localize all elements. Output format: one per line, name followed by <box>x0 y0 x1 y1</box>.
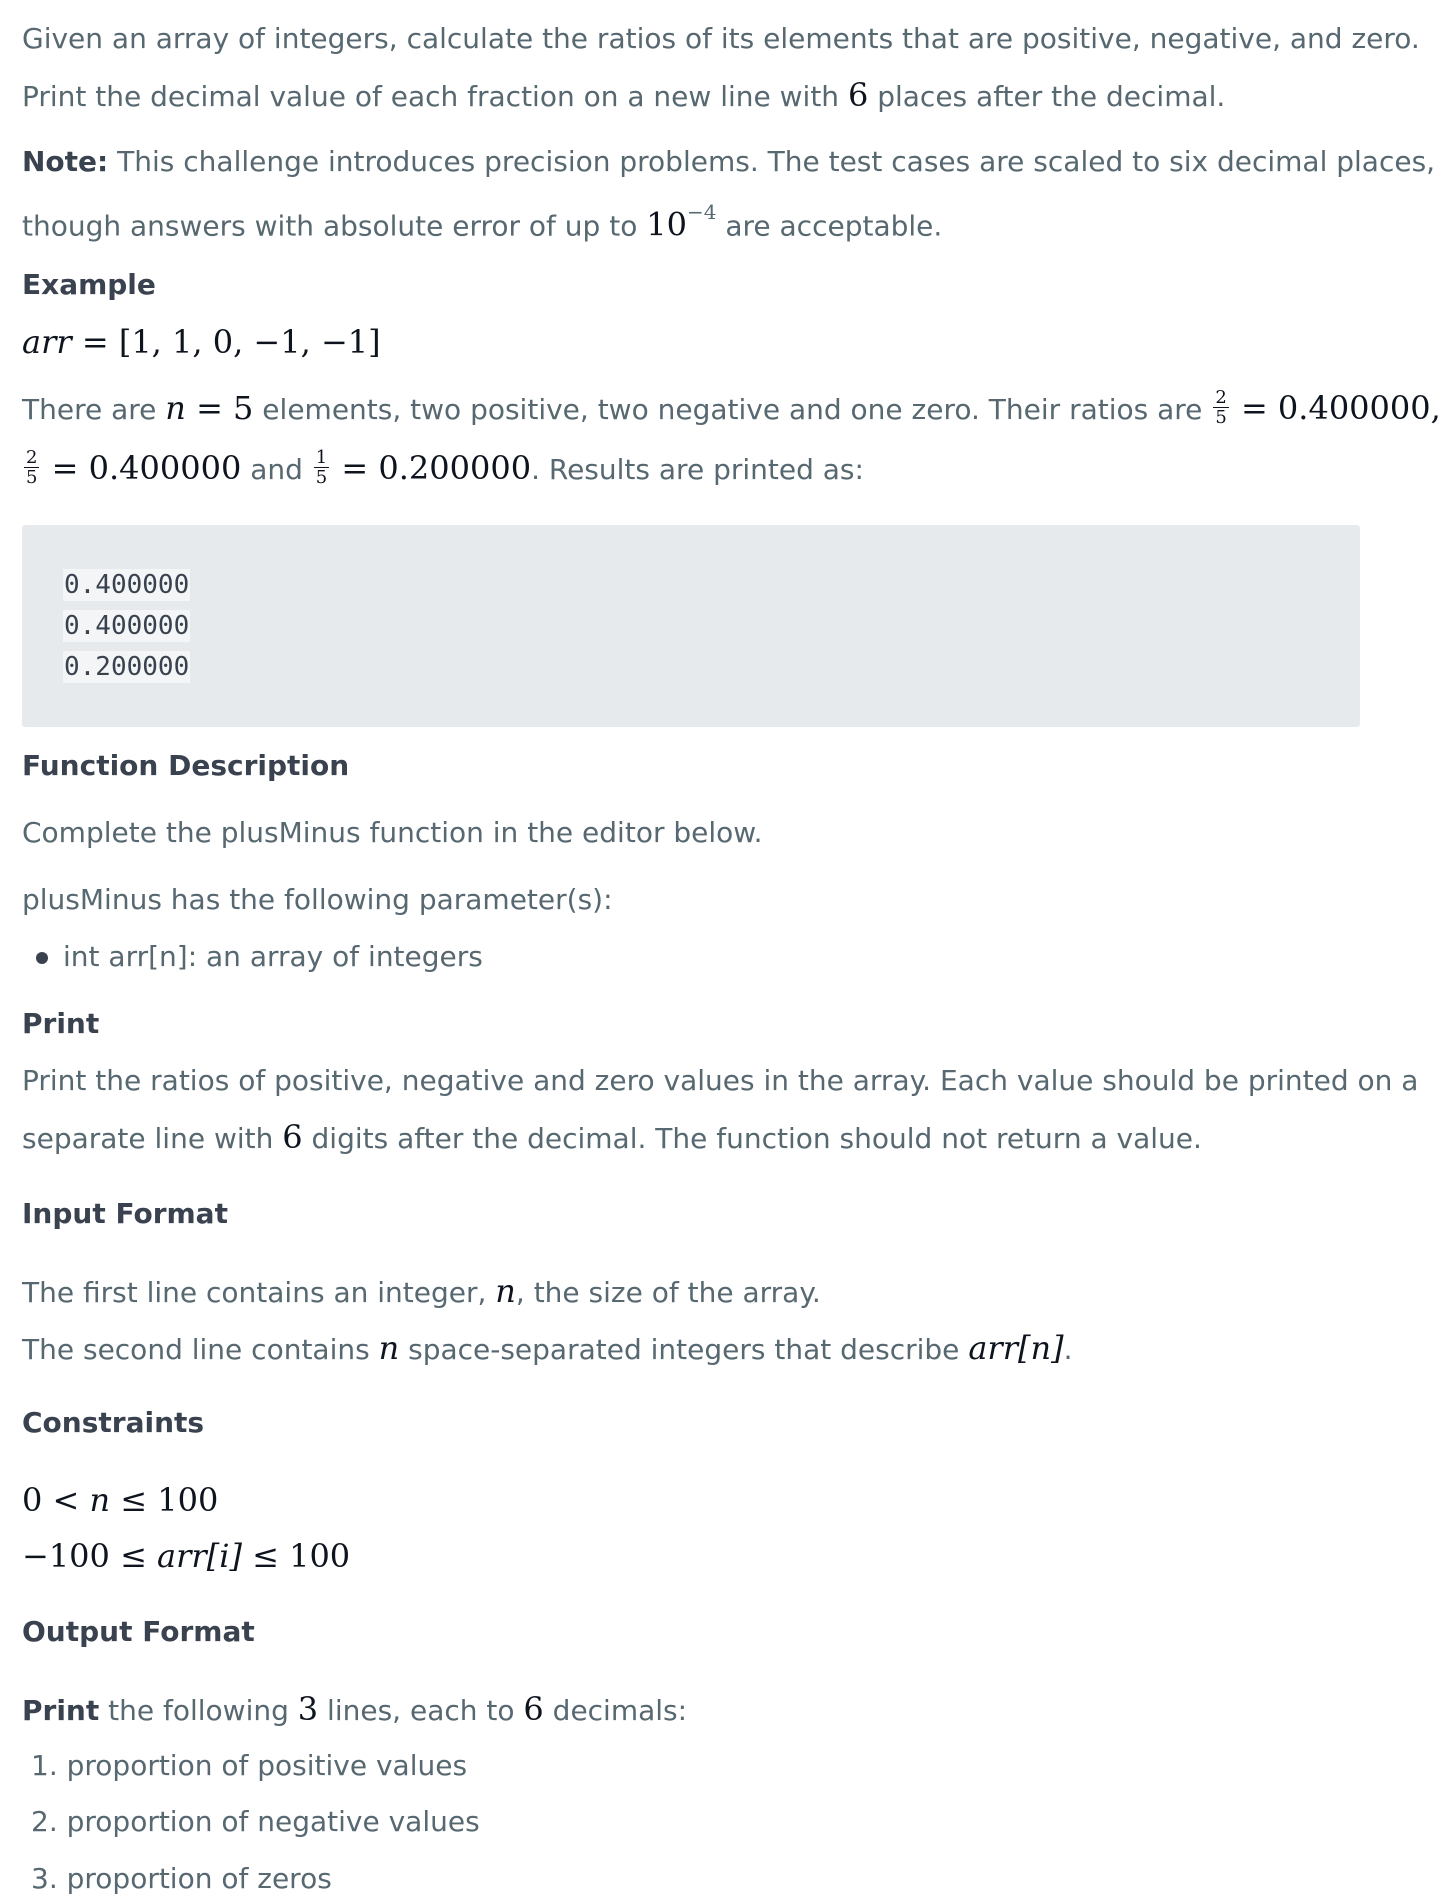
intro-line-2-text-a: Print the decimal value of each fraction on a new line with <box>22 80 848 113</box>
arr-value: [1, 1, 0, −1, −1] <box>118 323 381 361</box>
input-format-line-1 <box>22 1271 821 1313</box>
n-equals: = 5 <box>185 389 254 427</box>
output-print-label: Print <box>22 1694 100 1727</box>
output-line-1: 0.400000 <box>64 570 190 600</box>
output-line-count: 3 <box>297 1690 319 1728</box>
input-line-2-text-c: . <box>1063 1333 1073 1366</box>
output-line-text-b: lines, each to <box>318 1694 524 1727</box>
function-description-line-1: Complete the plusMinus function in the editor below. <box>22 816 763 849</box>
example-description-line-1 <box>22 388 1441 431</box>
example-output-code-block <box>22 525 1360 727</box>
print-line-2 <box>22 1117 1202 1159</box>
function-description-heading: Function Description <box>22 749 350 782</box>
output-line-text-c: decimals: <box>543 1694 688 1727</box>
error-base: 10 <box>646 205 687 244</box>
intro-line-1: Given an array of integers, calculate the ratios of its elements that are positive, negative, and zero. <box>22 22 1420 55</box>
print-line-2-text-a: separate line with <box>22 1122 283 1155</box>
example-desc-c: . Results are printed as: <box>531 453 864 486</box>
output-item-3: 3. proportion of zeros <box>31 1862 332 1895</box>
output-format-line <box>22 1689 687 1731</box>
print-heading: Print <box>22 1007 100 1040</box>
note-line-1-text: This challenge introduces precision problems. The test cases are scaled to six decimal places, <box>108 145 1436 178</box>
output-format-heading: Output Format <box>22 1615 255 1648</box>
input-n-variable: n <box>495 1272 516 1310</box>
ratio-value-1: = 0.400000, <box>1230 389 1441 427</box>
input-line-2-text-a: The second line contains <box>22 1333 379 1366</box>
constraint-1 <box>22 1480 218 1522</box>
print-line-2-text-b: digits after the decimal. The function should not return a value. <box>302 1122 1202 1155</box>
output-item-1: 1. proportion of positive values <box>31 1749 468 1782</box>
example-desc-a: There are <box>22 393 166 426</box>
print-digits-value: 6 <box>282 1118 303 1156</box>
error-exponent: −4 <box>686 200 717 224</box>
constraint-2-a: −100 ≤ <box>22 1537 158 1575</box>
input-line-1-text-a: The first line contains an integer, <box>22 1276 496 1309</box>
intro-line-2 <box>22 75 1225 117</box>
constraint-1-b: ≤ 100 <box>110 1481 219 1519</box>
constraint-1-var: n <box>89 1481 111 1519</box>
fraction-3: $\frac{1}{5}$ <box>315 446 328 488</box>
output-line-text-a: the following <box>99 1694 298 1727</box>
input-format-heading: Input Format <box>22 1197 228 1230</box>
input-arr-expression: arr[n] <box>968 1329 1064 1367</box>
param-item: int arr[n]: an array of integers <box>63 940 483 973</box>
note-line-2 <box>22 198 942 246</box>
fraction-1: $\frac{2}{5}$ <box>1215 386 1227 428</box>
output-item-2: 2. proportion of negative values <box>31 1805 480 1838</box>
ratio-value-3: = 0.200000 <box>331 449 532 487</box>
intro-line-2-text-b: places after the decimal. <box>868 80 1226 113</box>
function-description-line-2: plusMinus has the following parameter(s): <box>22 883 613 916</box>
constraints-heading: Constraints <box>22 1406 205 1439</box>
output-line-3: 0.200000 <box>64 652 190 682</box>
n-variable: n <box>165 389 186 427</box>
input-line-2-text-b: space-separated integers that describe <box>399 1333 969 1366</box>
example-desc-b: elements, two positive, two negative and one zero. Their ratios are <box>253 393 1212 426</box>
intro-digits-value: 6 <box>847 76 869 114</box>
print-line-1: Print the ratios of positive, negative and zero values in the array. Each value should be printed on a <box>22 1064 1419 1097</box>
example-description-line-2 <box>22 448 864 491</box>
and-text: and <box>241 453 312 486</box>
input-n-variable-2: n <box>378 1329 400 1367</box>
note-line-2-text-b: are acceptable. <box>716 209 943 243</box>
example-heading: Example <box>22 268 156 301</box>
fraction-2: $\frac{2}{5}$ <box>26 446 38 488</box>
ratio-value-2: = 0.400000 <box>41 449 242 487</box>
arr-equals: = <box>71 323 119 361</box>
example-array <box>22 322 381 364</box>
note-label: Note: <box>22 145 109 178</box>
param-bullet <box>36 952 48 964</box>
output-decimals-value: 6 <box>523 1690 544 1728</box>
constraint-1-a: 0 < <box>22 1481 90 1519</box>
input-line-1-text-b: , the size of the array. <box>515 1276 821 1309</box>
arr-variable: arr <box>22 323 72 361</box>
note-line-2-text-a: though answers with absolute error of up to <box>22 209 647 243</box>
constraint-2-var: arr[i] <box>157 1537 242 1575</box>
note-line-1 <box>22 142 1435 182</box>
output-line-2: 0.400000 <box>64 611 190 641</box>
constraint-2-b: ≤ 100 <box>241 1537 351 1575</box>
constraint-2 <box>22 1536 350 1578</box>
input-format-line-2 <box>22 1328 1072 1370</box>
